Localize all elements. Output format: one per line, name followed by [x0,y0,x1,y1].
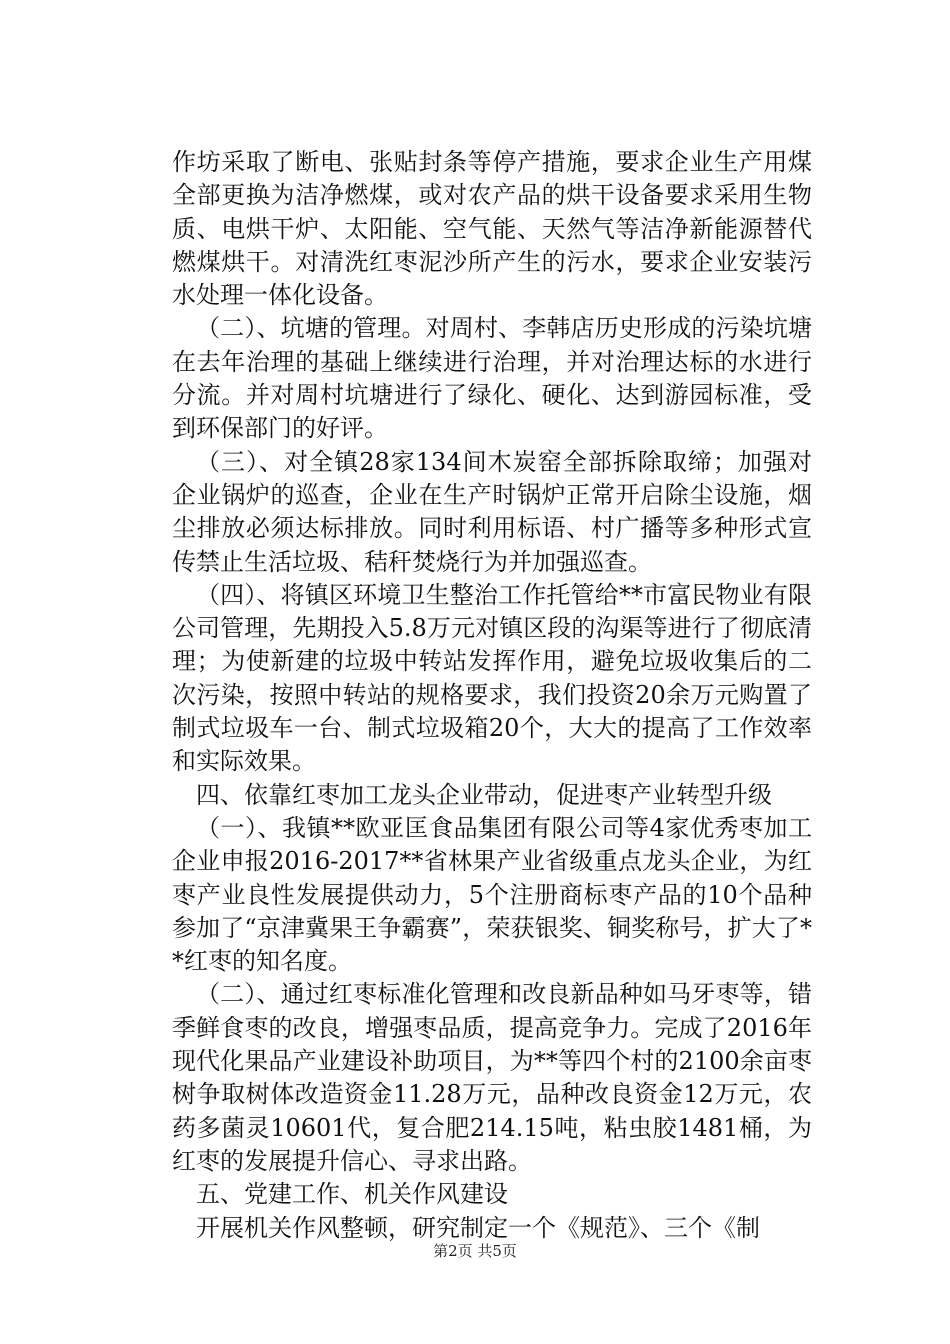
section-heading-five: 五、党建工作、机关作风建设 [196,1180,508,1209]
section-heading-four: 四、依靠红枣加工龙头企业带动，促进枣产业转型升级 [196,780,772,809]
page-number-footer: 第2页 共5页 [433,1242,517,1260]
paragraph-sanitation: （四）、将镇区环境卫生整治工作托管给**市富民物业有限公司管理，先期投入5.8万元对镇区段的沟渠等进行了彻底清理；为使新建的垃圾中转站发挥作用，避免垃圾收集后的二次污染，按照中转站的规格要求，我们投资20余万元购置了制式垃圾车一台、制式垃圾箱20个，大大的提高了工作效率和实际效果。 [172,580,812,776]
paragraph-standardization: （二）、通过红枣标准化管理和改良新品种如马牙枣等，错季鲜食枣的改良，增强枣品质，提高竞争力。完成了2016年现代化果品产业建设补助项目，为**等四个村的2100余亩枣树争取树体改造资金11.28万元，品种改良资金12万元，农药多菌灵10601代，复合肥214.15吨，粘虫胶1481桶，为红枣的发展提升信心、寻求出路。 [172,980,812,1175]
paragraph-work-style: 开展机关作风整顿，研究制定一个《规范》、三个《制 [196,1213,760,1242]
paragraph-enterprises: （一）、我镇**欧亚匡食品集团有限公司等4家优秀枣加工企业申报2016-2017**省林果产业省级重点龙头企业，为红枣产业良性发展提供动力，5个注册商标枣产品的10个品种参加了“京津冀果王争霸赛”，荣获银奖、铜奖称号，扩大了**红枣的知名度。 [172,813,812,976]
paragraph-pond-management: （二）、坑塘的管理。对周村、李韩店历史形成的污染坑塘在去年治理的基础上继续进行治理，并对治理达标的水进行分流。并对周村坑塘进行了绿化、硬化、达到游园标准，受到环保部门的好评。 [172,314,812,443]
paragraph-continuation: 作坊采取了断电、张贴封条等停产措施，要求企业生产用煤全部更换为洁净燃煤，或对农产品的烘干设备要求采用生物质、电烘干炉、太阳能、空气能、天然气等洁净新能源替代燃煤烘干。对清洗红枣泥沙所产生的污水，要求企业安装污水处理一体化设备。 [172,148,812,310]
document-body [172,146,812,1245]
paragraph-charcoal-kilns: （三）、对全镇28家134间木炭窑全部拆除取缔；加强对企业锅炉的巡查，企业在生产时锅炉正常开启除尘设施，烟尘排放必须达标排放。同时利用标语、村广播等多种形式宣传禁止生活垃圾、秸秆焚烧行为并加强巡查。 [172,447,812,576]
